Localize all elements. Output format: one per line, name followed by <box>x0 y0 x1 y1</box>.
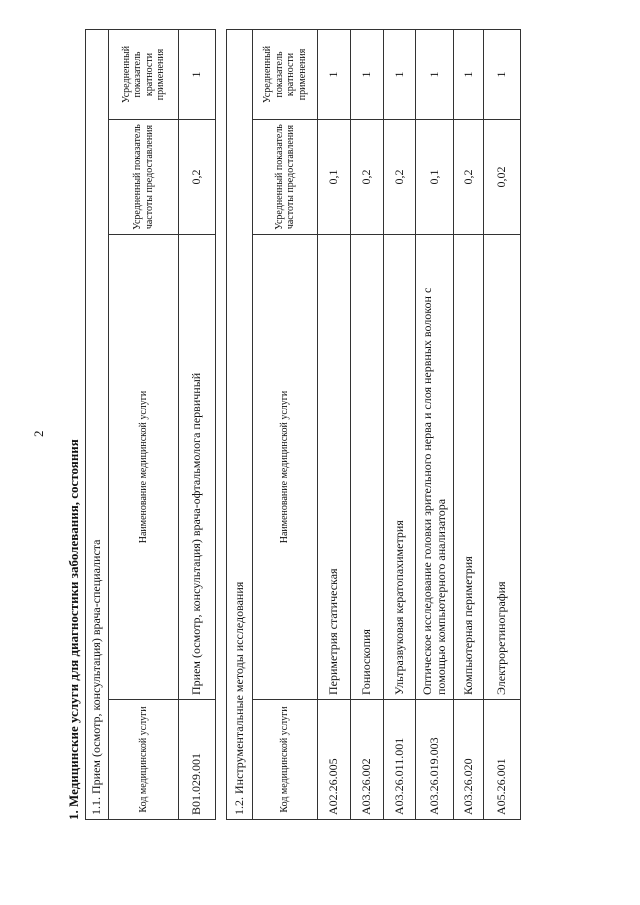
cell-freq: 0,2 <box>454 120 484 235</box>
cell-code: A03.26.011.001 <box>384 700 416 820</box>
cell-name: Прием (осмотр, консультация) врача-офтальмолога первичный <box>179 235 216 700</box>
cell-code: B01.029.001 <box>179 700 216 820</box>
table-instrumental <box>226 29 521 820</box>
table-row <box>179 30 216 820</box>
cell-mult: 1 <box>484 29 521 119</box>
cell-mult: 1 <box>384 29 416 119</box>
cell-freq: 0,2 <box>351 120 384 235</box>
cell-name: Оптическое исследование головки зрительного нерва и слоя нервных волокон с помощью компьютерного анализатора <box>416 235 454 700</box>
table-row <box>384 29 416 819</box>
header-mult: Усредненный показатель кратности применения <box>253 29 318 119</box>
cell-freq: 0,2 <box>179 120 216 235</box>
cell-code: A02.26.005 <box>318 700 351 820</box>
cell-name: Гониоскопия <box>351 235 384 700</box>
cell-code: A03.26.020 <box>454 700 484 820</box>
table-row <box>318 29 351 819</box>
cell-code: A05.26.001 <box>484 700 521 820</box>
cell-name: Периметрия статическая <box>318 235 351 700</box>
cell-name: Ультразвуковая кератопахиметрия <box>384 235 416 700</box>
header-freq: Усредненный показатель частоты предоставления <box>109 120 179 235</box>
table-row <box>351 29 384 819</box>
header-code: Код медицинской услуги <box>253 700 318 820</box>
header-name: Наименование медицинской услуги <box>253 235 318 700</box>
table-title: 1.1. Прием (осмотр, консультация) врача-специалиста <box>86 30 109 820</box>
cell-name: Электроретинография <box>484 235 521 700</box>
table-row <box>416 29 454 819</box>
cell-freq: 0,02 <box>484 120 521 235</box>
section-heading: 1. Медицинские услуги для диагностики заболевания, состояния <box>66 439 81 820</box>
cell-mult: 1 <box>454 29 484 119</box>
table-title: 1.2. Инструментальные методы исследования <box>227 29 253 819</box>
cell-mult: 1 <box>318 29 351 119</box>
header-code: Код медицинской услуги <box>109 700 179 820</box>
cell-code: A03.26.002 <box>351 700 384 820</box>
page-number: 2 <box>31 430 46 437</box>
cell-mult: 1 <box>416 29 454 119</box>
table-row <box>484 29 521 819</box>
cell-mult: 1 <box>351 29 384 119</box>
table-row <box>454 29 484 819</box>
cell-mult: 1 <box>179 30 216 120</box>
header-freq: Усредненный показатель частоты предоставления <box>253 120 318 235</box>
cell-freq: 0,1 <box>318 120 351 235</box>
cell-freq: 0,2 <box>384 120 416 235</box>
cell-code: A03.26.019.003 <box>416 700 454 820</box>
cell-freq: 0,1 <box>416 120 454 235</box>
cell-name: Компьютерная периметрия <box>454 235 484 700</box>
header-mult: Усредненный показатель кратности применения <box>109 30 179 120</box>
table-consultation <box>85 29 216 820</box>
header-name: Наименование медицинской услуги <box>109 235 179 700</box>
